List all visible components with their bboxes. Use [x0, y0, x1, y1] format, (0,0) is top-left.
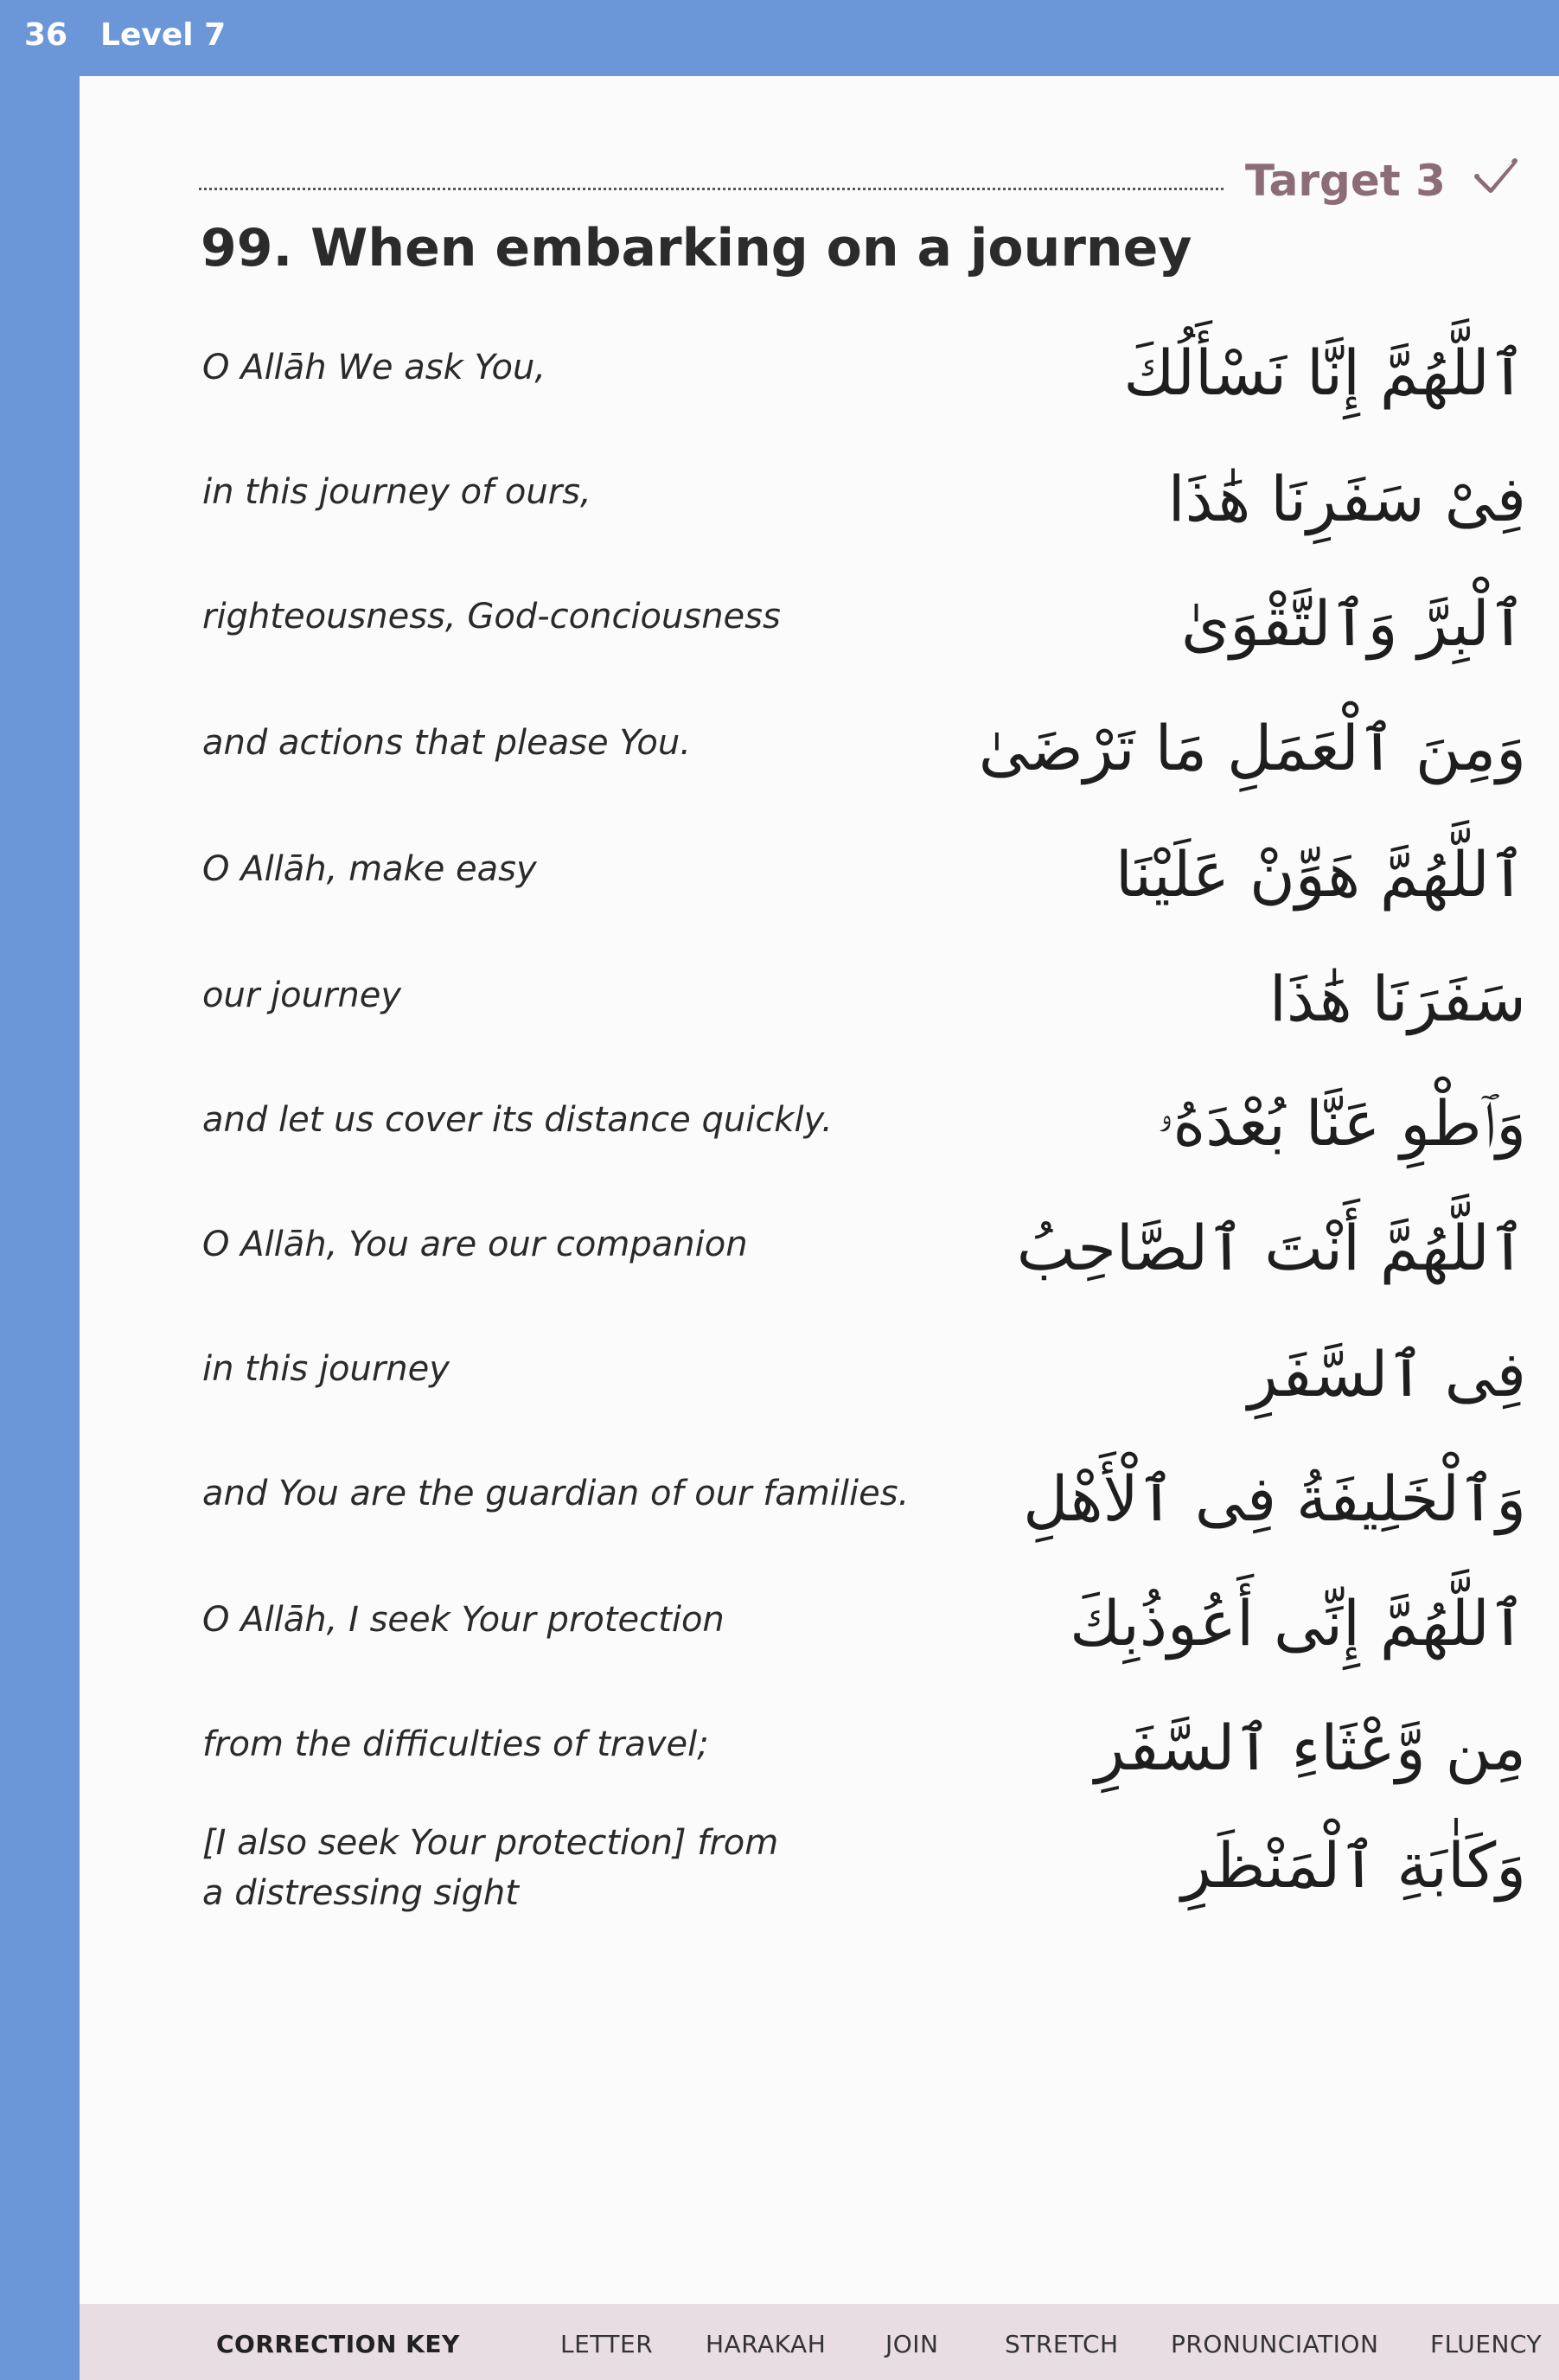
translation-text: O Allāh, I seek Your protection	[202, 1600, 725, 1640]
target-label: Target 3	[1245, 156, 1446, 206]
page-number: 36	[24, 17, 68, 53]
correction-key-label: CORRECTION KEY	[216, 2330, 460, 2358]
translation-text: and You are the guardian of our families.	[202, 1474, 910, 1513]
translation-text: our journey	[202, 976, 401, 1015]
key-item-fluency: FLUENCY	[1430, 2330, 1543, 2358]
key-item-pronunciation: PRONUNCIATION	[1171, 2330, 1379, 2358]
key-item-join: JOIN	[885, 2330, 939, 2358]
translation-text: O Allāh, make easy	[202, 849, 537, 889]
arabic-text: ٱللَّهُمَّ إِنَّا نَسْأَلُكَ	[1123, 336, 1526, 409]
key-item-harakah: HARAKAH	[706, 2330, 827, 2358]
translation-text: from the difficulties of travel;	[202, 1724, 709, 1764]
arabic-text: ٱللَّهُمَّ إِنِّى أَعُوذُبِكَ	[1070, 1587, 1526, 1660]
level-label: Level 7	[100, 17, 227, 53]
arabic-text: ٱللَّهُمَّ أَنْتَ ٱلصَّاحِبُ	[1016, 1212, 1526, 1284]
translation-text: in this journey	[202, 1349, 450, 1389]
arabic-text: مِن وَّعْثَاءِ ٱلسَّفَرِ	[1095, 1711, 1526, 1784]
translation-text: and let us cover its distance quickly.	[202, 1100, 833, 1140]
arabic-text: وَٱلْخَلِيفَةُ فِى ٱلْأَهْلِ	[1023, 1462, 1526, 1535]
translation-text: and actions that please You.	[202, 723, 691, 763]
arabic-text: وَكَاٰبَةِ ٱلْمَنْظَرِ	[1181, 1829, 1526, 1902]
arabic-text: فِى ٱلسَّفَرِ	[1248, 1338, 1526, 1411]
translation-text: [I also seek Your protection] from a distressing sight	[202, 1823, 779, 1913]
translation-text: righteousness, God-conciousness	[202, 597, 781, 637]
translation-text: O Allāh We ask You,	[202, 348, 546, 387]
arabic-text: وَٱطْوِ عَنَّا بُعْدَهُۥ	[1157, 1087, 1526, 1160]
translation-text: O Allāh, You are our companion	[202, 1225, 748, 1264]
dotted-divider	[199, 188, 1224, 190]
arabic-text: سَفَرَنَا هَٰذَا	[1268, 963, 1526, 1035]
arabic-text: ٱلْبِرَّ وَٱلتَّقْوَىٰ	[1180, 587, 1526, 660]
key-item-letter: LETTER	[560, 2330, 654, 2358]
arabic-text: ٱللَّهُمَّ هَوِّنْ عَلَيْنَا	[1115, 838, 1526, 911]
checkmark-icon	[1472, 152, 1520, 201]
top-bar	[0, 0, 1559, 76]
translation-text: in this journey of ours,	[202, 472, 591, 512]
arabic-text: وَمِنَ ٱلْعَمَلِ مَا تَرْضَىٰ	[978, 712, 1526, 784]
section-title: 99. When embarking on a journey	[201, 218, 1192, 278]
arabic-text: فِىْ سَفَرِنَا هَٰذَا	[1167, 463, 1526, 535]
key-item-stretch: STRETCH	[1005, 2330, 1119, 2358]
correction-key-bar	[80, 2304, 1559, 2380]
